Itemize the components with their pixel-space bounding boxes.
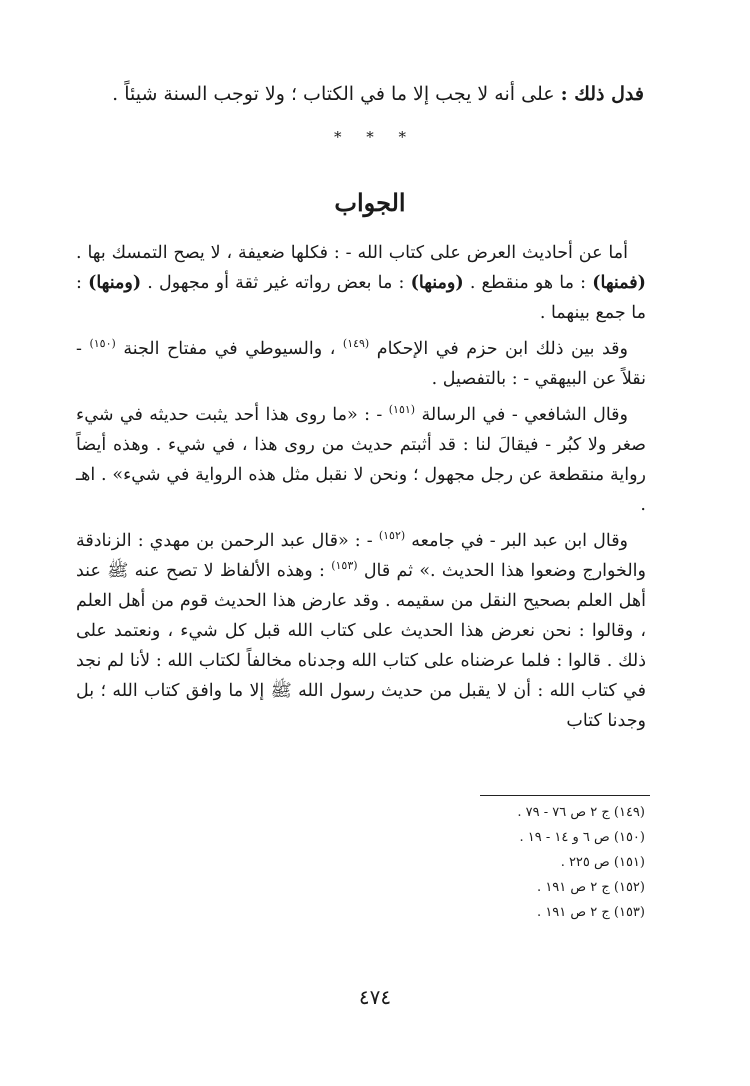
intro-lead: فدل ذلك : [560,83,644,105]
footnote-150: (١٥٠) ص ٦ و ١٤ - ١٩ . [519,830,645,845]
bold-minha-2: (ومنها) [410,273,464,293]
footnote-152: (١٥٢) ج ٢ ص ١٩١ . [537,880,645,895]
footnote-ref-149: (١٤٩) [342,337,370,351]
paragraph-4: وقال ابن عبد البر - في جامعه $^{(١٥٢)}$ - : «قال عبد الرحمن بن مهدي : الزنادقة والخوارج وضعوا هذا الحديث .» ثم قال $^{(١٥٣)}$ : وهذه الألفاظ لا تصح عنه ﷺ عند أهل العلم بصحيح النقل من سقيمه . وقد عارض هذا الحديث قوم من أهل العلم ، وقالوا : نحن نعرض هذا الحديث على كتاب الله قبل كل شيء ، ونعتمد على ذلك . قالوا : فلما عرضناه على كتاب الله وجدناه مخالفاً لكتاب الله : لأنا لم نجد في كتاب الله : أن لا يقبل من حديث رسول الله ﷺ إلا ما وافق كتاب الله ؛ بل وجدنا كتاب [76,529,646,731]
page-number: ٤٧٤ [358,985,392,1009]
intro-text: على أنه لا يجب إلا ما في الكتاب ؛ ولا توجب السنة شيئاً . [112,83,555,105]
footnote-ref-150: (١٥٠) [89,337,116,351]
footnote-151: (١٥١) ص ٢٢٥ . [560,855,645,870]
bold-minha-3: (ومنها) [88,273,142,293]
footnote-149: (١٤٩) ج ٢ ص ٧٦ - ٧٩ . [517,805,645,820]
intro-paragraph [78,78,644,110]
footnote-divider [480,795,650,796]
paragraph-1: أما عن أحاديث العرض على كتاب الله - : فكلها ضعيفة ، لا يصح التمسك بها . (فمنها) : ما هو منقطع . (ومنها) : ما بعض رواته غير ثقة أو مجهول . (ومنها) : ما جمع بينهما . [76,243,646,323]
section-separator: * * * [333,128,417,146]
footnotes [420,800,645,925]
paragraph-2: وقد بين ذلك ابن حزم في الإحكام $^{(١٤٩)}$ ، والسيوطي في مفتاح الجنة $^{(١٥٠)}$ - نقلاً عن البيهقي - : بالتفصيل . [76,337,646,389]
footnote-153: (١٥٣) ج ٢ ص ١٩١ . [537,905,645,920]
footnote-ref-151: (١٥١) [388,403,416,417]
answer-body [76,238,646,742]
bold-minha-1: (فمنها) [592,273,646,293]
footnote-ref-152: (١٥٢) [378,529,406,543]
footnote-ref-153: (١٥٣) [331,559,358,573]
section-heading: الجواب [334,188,406,217]
paragraph-3: وقال الشافعي - في الرسالة $^{(١٥١)}$ - : «ما روى هذا أحد يثبت حديثه في شيء صغر ولا كبُر - فيقالَ لنا : قد أثبتم حديث من روى هذا ، في شيء . وهذه أيضاً رواية منقطعة عن رجل مجهول ؛ ونحن لا نقبل مثل هذه الرواية في شيء» . اهـ . [76,403,646,515]
